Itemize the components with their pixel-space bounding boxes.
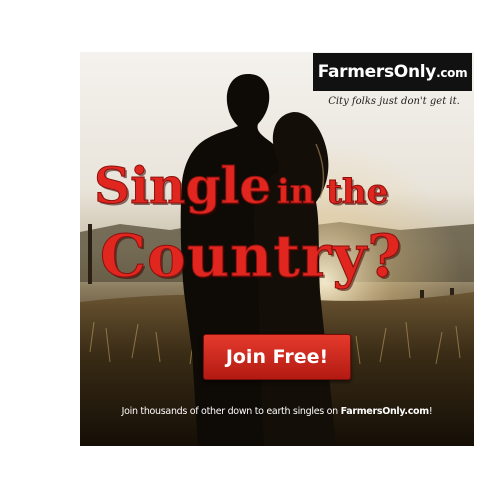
brand-logo-text: FarmersOnly.com bbox=[317, 62, 468, 82]
brand-tagline: City folks just don't get it. bbox=[328, 96, 460, 107]
join-free-button[interactable]: Join Free! bbox=[203, 334, 351, 380]
farmersonly-ad-banner[interactable] bbox=[80, 52, 474, 446]
headline-line-1 bbox=[94, 156, 388, 215]
headline-word-country: Country? bbox=[100, 222, 403, 290]
brand-logo-box[interactable] bbox=[313, 53, 472, 91]
headline-word-in-the: in the bbox=[276, 172, 389, 212]
footer-site-link[interactable]: FarmersOnly.com bbox=[340, 406, 429, 417]
headline-word-single: Single bbox=[94, 156, 272, 215]
footer-text: Join thousands of other down to earth singles on FarmersOnly.com! bbox=[121, 406, 433, 417]
